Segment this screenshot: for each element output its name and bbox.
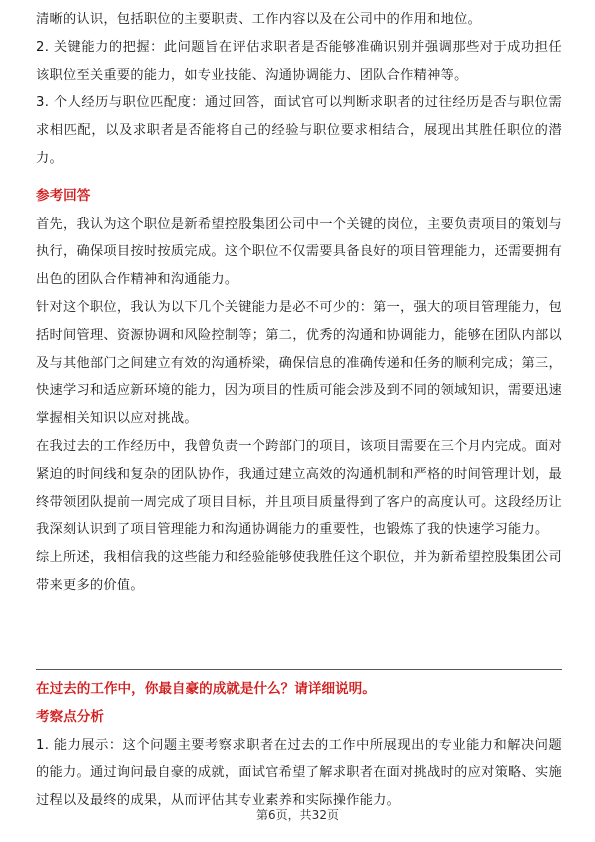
answer-paragraph-4: 综上所述，我相信我的这些能力和经验能够使我胜任这个职位，并为新希望控股集团公司带来更多的价值。	[36, 550, 563, 593]
page-content	[36, 6, 562, 600]
answer-paragraph-2: 针对这个职位，我认为以下几个关键能力是必不可少的：第一，强大的项目管理能力，包括时间管理、资源协调和风险控制等；第二，优秀的沟通和协调能力，能够在团队内部以及与其他部门之间建立有效的沟通桥梁，确保信息的准确传递和任务的顺利完成；第三，快速学习和适应新环境的能力，因为项目的性质可能会涉及到不同的领域知识，需要迅速掌握相关知识以应对挑战。	[36, 299, 563, 427]
answer-paragraph-3: 在我过去的工作经历中，我曾负责一个跨部门的项目，该项目需要在三个月内完成。面对紧迫的时间线和复杂的团队协作，我通过建立高效的沟通机制和严格的时间管理计划，最终带领团队提前一周完成了项目目标，并且项目质量得到了客户的高度认可。这段经历让我深刻认识到了项目管理能力和沟通协调能力的重要性，也锻炼了我的快速学习能力。	[36, 438, 563, 538]
section-divider	[36, 669, 562, 670]
analysis-heading: 考察点分析	[36, 708, 104, 725]
paragraph-experience-match: 3. 个人经历与职位匹配度：通过回答，面试官可以判断求职者的过往经历是否与职位需求相匹配，以及求职者是否能将自己的经验与职位要求相结合，展现出其胜任职位的潜力。	[36, 95, 562, 166]
analysis-paragraph-1: 1. 能力展示：这个问题主要考察求职者在过去的工作中所展现出的专业能力和解决问题的能力。通过询问最自豪的成就，面试官希望了解求职者在面对挑战时的应对策略、实施过程以及最终的成果，从而评估其专业素养和实际操作能力。	[36, 737, 563, 809]
answer-paragraph-1: 首先，我认为这个职位是新希望控股集团公司中一个关键的岗位，主要负责项目的策划与执行，确保项目按时按质完成。这个职位不仅需要具备良好的项目管理能力，还需要拥有出色的团队合作精神和沟通能力。	[36, 216, 563, 288]
question-2-block	[36, 676, 562, 815]
paragraph-role-understanding-tail: 清晰的认识，包括职位的主要职责、工作内容以及在公司中的作用和地位。	[36, 12, 482, 27]
paragraph-key-abilities: 2. 关键能力的把握：此问题旨在评估求职者是否能够准确识别并强调那些对于成功担任该职位至关重要的能力，如专业技能、沟通协调能力、团队合作精神等。	[36, 39, 562, 83]
reference-answer-heading: 参考回答	[36, 187, 91, 204]
page-number: 第6页，共32页	[256, 808, 339, 822]
question-2-title: 在过去的工作中，你最自豪的成就是什么？请详细说明。	[36, 681, 376, 697]
